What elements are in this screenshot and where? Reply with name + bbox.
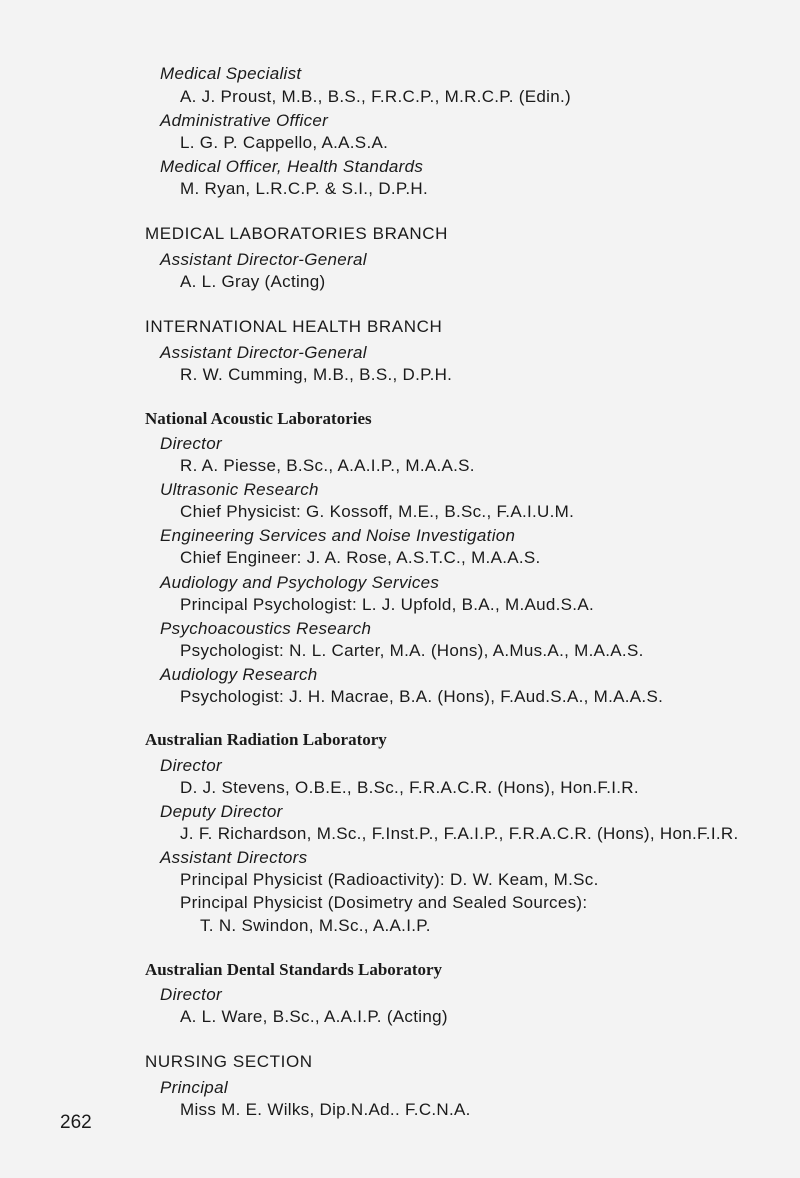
role-title: Audiology Research (160, 665, 318, 684)
role-title: Assistant Directors (160, 848, 308, 867)
section-heading: National Acoustic Laboratories (145, 409, 372, 428)
person-name: R. A. Piesse, B.Sc., A.A.I.P., M.A.A.S. (180, 456, 475, 475)
person-name: A. L. Gray (Acting) (180, 272, 326, 291)
section-heading: Australian Radiation Laboratory (145, 730, 387, 749)
section-heading: MEDICAL LABORATORIES BRANCH (145, 224, 449, 243)
role-title: Ultrasonic Research (160, 480, 319, 499)
person-name: Psychologist: N. L. Carter, M.A. (Hons), A.Mus.A., M.A.A.S. (180, 641, 644, 660)
person-name: R. W. Cumming, M.B., B.S., D.P.H. (180, 365, 453, 384)
role-title: Director (160, 434, 222, 453)
role-title: Assistant Director-General (160, 343, 367, 362)
page-number: 262 (60, 1112, 92, 1133)
section-heading: NURSING SECTION (145, 1052, 313, 1071)
person-name: Psychologist: J. H. Macrae, B.A. (Hons), F.Aud.S.A., M.A.A.S. (180, 687, 664, 706)
person-name: L. G. P. Cappello, A.A.S.A. (180, 133, 389, 152)
person-name: J. F. Richardson, M.Sc., F.Inst.P., F.A.I.P., F.R.A.C.R. (Hons), Hon.F.I.R. (180, 824, 739, 843)
role-title: Audiology and Psychology Services (160, 573, 440, 592)
role-title: Engineering Services and Noise Investigation (160, 526, 516, 545)
person-name: A. J. Proust, M.B., B.S., F.R.C.P., M.R.C.P. (Edin.) (180, 87, 571, 106)
person-name: T. N. Swindon, M.Sc., A.A.I.P. (200, 916, 431, 935)
person-name: Miss M. E. Wilks, Dip.N.Ad.. F.C.N.A. (180, 1100, 471, 1119)
person-name: Principal Psychologist: L. J. Upfold, B.A., M.Aud.S.A. (180, 595, 594, 614)
role-title: Deputy Director (160, 802, 283, 821)
section-heading: Australian Dental Standards Laboratory (145, 960, 443, 979)
role-title: Director (160, 756, 222, 775)
role-title: Medical Specialist (160, 64, 302, 83)
role-title: Medical Officer, Health Standards (160, 157, 424, 176)
person-name: Principal Physicist (Radioactivity): D. W. Keam, M.Sc. (180, 870, 599, 889)
person-name: Chief Physicist: G. Kossoff, M.E., B.Sc., F.A.I.U.M. (180, 502, 575, 521)
role-title: Psychoacoustics Research (160, 619, 372, 638)
person-name: Chief Engineer: J. A. Rose, A.S.T.C., M.A.A.S. (180, 548, 541, 567)
role-title: Assistant Director-General (160, 250, 367, 269)
role-title: Administrative Officer (160, 111, 329, 130)
person-name: Principal Physicist (Dosimetry and Sealed Sources): (180, 893, 588, 912)
section-heading: INTERNATIONAL HEALTH BRANCH (145, 317, 443, 336)
role-title: Principal (160, 1078, 228, 1097)
person-name: D. J. Stevens, O.B.E., B.Sc., F.R.A.C.R. (Hons), Hon.F.I.R. (180, 778, 639, 797)
role-title: Director (160, 985, 222, 1004)
person-name: M. Ryan, L.R.C.P. & S.I., D.P.H. (180, 179, 428, 198)
person-name: A. L. Ware, B.Sc., A.A.I.P. (Acting) (180, 1007, 448, 1026)
